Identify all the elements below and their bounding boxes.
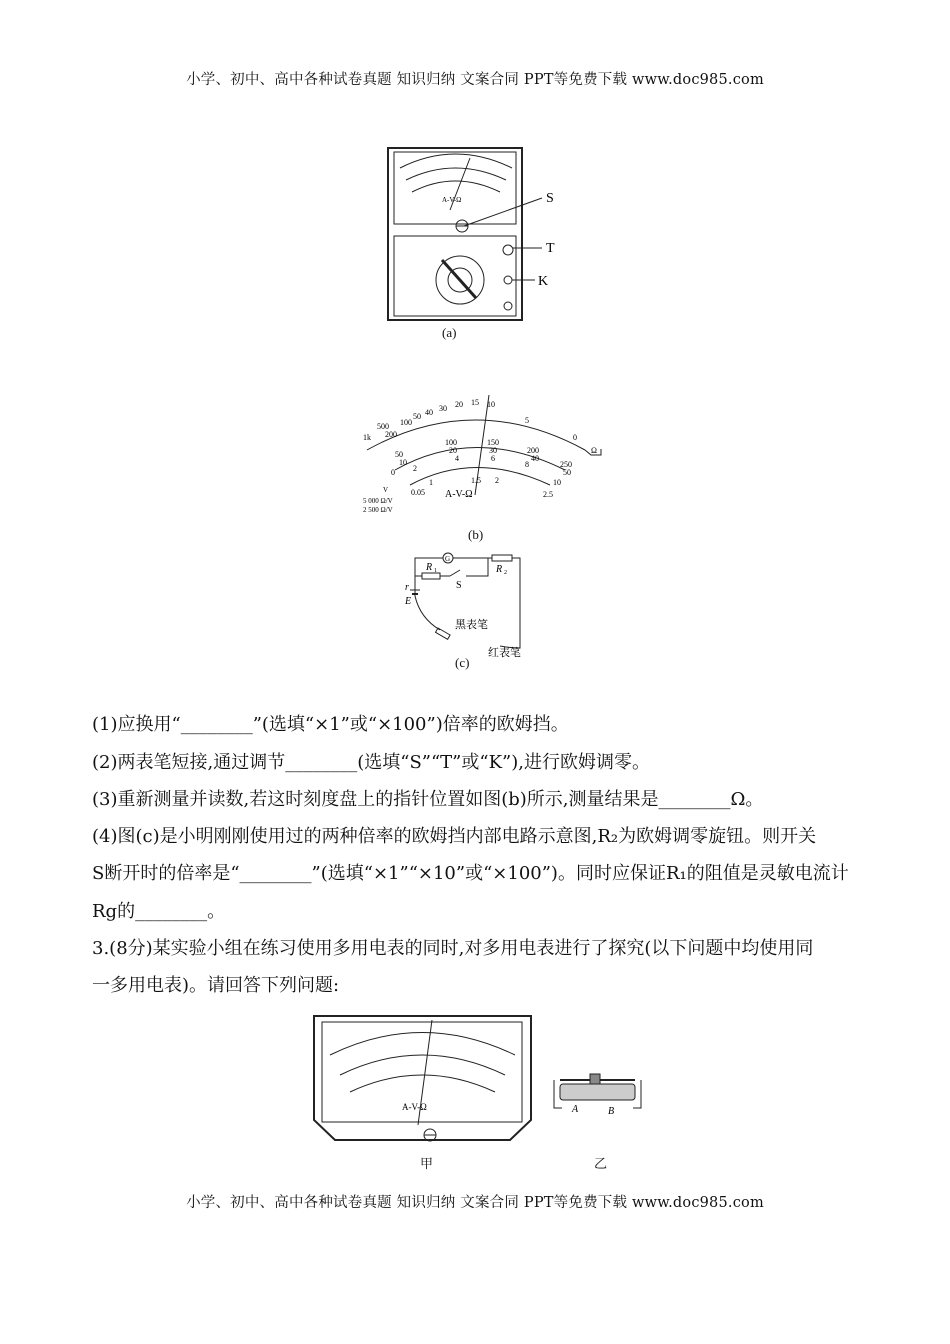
figure-text-label: 15	[471, 398, 479, 407]
figure-text-label: G	[445, 555, 451, 563]
problem-3-line-1: 3.(8分)某实验小组在练习使用多用电表的同时,对多用电表进行了探究(以下问题中均使用同	[92, 938, 814, 959]
figure-text-label: 40	[425, 408, 433, 417]
multimeter-figure-a	[380, 140, 570, 340]
question-1: (1)应换用“________”(选填“×1”或“×100”)倍率的欧姆挡。	[92, 714, 569, 735]
label-t: T	[546, 241, 555, 256]
figure-text-label: 10	[487, 400, 495, 409]
label-k: K	[538, 274, 549, 289]
figure-text-label: 250	[560, 460, 572, 469]
figure-text-label: r	[405, 582, 409, 593]
meter-figure-jia	[310, 1010, 535, 1150]
figure-text-label: 1	[434, 568, 437, 574]
figure-text-label: 100	[445, 438, 457, 447]
page-header: 小学、初中、高中各种试卷真题 知识归纳 文案合同 PPT等免费下载 www.doc985.com	[186, 72, 764, 88]
figure-text-label: 5	[525, 416, 529, 425]
figure-text-label: 2	[413, 464, 417, 473]
figure-text-label: 0	[391, 468, 395, 477]
figure-jia-caption: 甲	[420, 1156, 434, 1171]
figure-text-label: 20	[455, 400, 463, 409]
figure-text-label: 6	[491, 454, 495, 463]
figure-text-label: 8	[525, 460, 529, 469]
figure-text-label: 4	[455, 454, 459, 463]
figure-c-caption: (c)	[455, 655, 470, 670]
figure-text-label: 50	[413, 412, 421, 421]
figure-text-label: 2	[504, 570, 507, 576]
circuit-figure-c	[400, 548, 550, 660]
figure-text-label: 5 000 Ω/V	[363, 497, 393, 505]
question-4-line-2: S断开时的倍率是“________”(选填“×1”“×10”或“×100”)。同时应保证R₁的阻值是灵敏电流计	[92, 863, 849, 884]
figure-text-label: 100	[400, 418, 412, 427]
figure-text-label: 10	[553, 478, 561, 487]
figure-text-label: 1.5	[471, 476, 481, 485]
figure-text-label: B	[608, 1106, 615, 1117]
figure-text-label: 0	[573, 433, 577, 442]
meter-scale-figure-b	[355, 385, 605, 520]
question-3: (3)重新测量并读数,若这时刻度盘上的指针位置如图(b)所示,测量结果是________Ω。	[92, 789, 764, 810]
figure-text-label: A-V-Ω	[445, 489, 473, 500]
figure-text-label: 2.5	[543, 490, 553, 499]
figure-text-label: 2	[495, 476, 499, 485]
question-4-line-3: Rg的________。	[92, 901, 226, 922]
problem-3-line-2: 一多用电表)。请回答下列问题:	[92, 975, 340, 996]
figure-a-caption: (a)	[442, 325, 457, 340]
figure-text-label: A-V-Ω	[402, 1102, 427, 1112]
figure-text-label: 0.05	[411, 488, 425, 497]
figure-text-label: 500	[377, 422, 389, 431]
dial-label: A-V-Ω	[442, 196, 462, 204]
figure-text-label: 30	[489, 446, 497, 455]
figure-text-label: V	[383, 486, 389, 494]
figure-text-label: 10	[399, 458, 407, 467]
figure-text-label: 50	[395, 450, 403, 459]
figure-yi-caption: 乙	[594, 1156, 608, 1171]
page-footer: 小学、初中、高中各种试卷真题 知识归纳 文案合同 PPT等免费下载 www.doc985.com	[186, 1195, 764, 1211]
figure-text-label: Ω	[591, 446, 597, 455]
figure-text-label: 40	[531, 454, 539, 463]
figure-text-label: 1k	[363, 433, 371, 442]
rheostat-figure-yi	[550, 1068, 645, 1128]
figure-text-label: 红表笔	[488, 647, 521, 659]
figure-text-label: 50	[563, 468, 571, 477]
figure-text-label: 150	[487, 438, 499, 447]
figure-text-label: S	[456, 580, 462, 591]
figure-text-label: 30	[439, 404, 447, 413]
figure-text-label: 2 500 Ω/V	[363, 506, 393, 514]
question-4-line-1: (4)图(c)是小明刚刚使用过的两种倍率的欧姆挡内部电路示意图,R₂为欧姆调零旋钮。则开关	[92, 826, 817, 847]
label-s: S	[546, 191, 554, 206]
figure-text-label: A	[572, 1104, 579, 1115]
question-2: (2)两表笔短接,通过调节________(选填“S”“T”或“K”),进行欧姆调零。	[92, 752, 650, 773]
figure-b-caption: (b)	[468, 527, 484, 542]
figure-text-label: R	[496, 564, 503, 575]
figure-text-label: 200	[527, 446, 539, 455]
figure-text-label: 黑表笔	[455, 619, 488, 631]
figure-text-label: 1	[429, 478, 433, 487]
figure-text-label: 20	[449, 446, 457, 455]
figure-text-label: E	[405, 596, 412, 607]
figure-text-label: 200	[385, 430, 397, 439]
figure-text-label: R	[426, 562, 433, 573]
